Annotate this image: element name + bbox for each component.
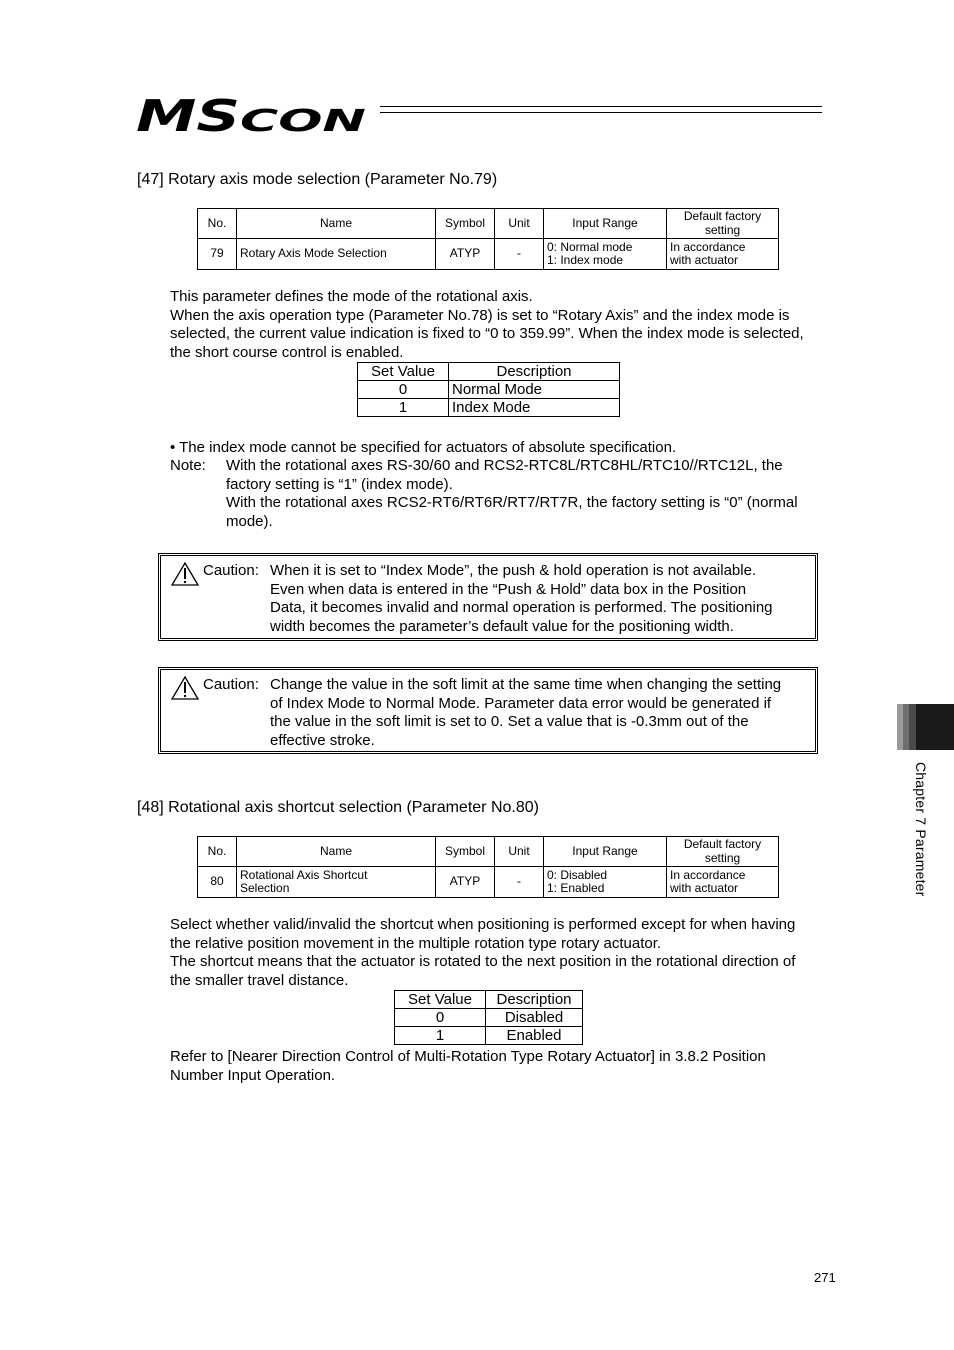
name-line-1: Rotational Axis Shortcut (240, 867, 368, 882)
default-line-2: with actuator (670, 881, 739, 895)
caution-label: Caution: (203, 676, 259, 693)
refer-line: Number Input Operation. (170, 1066, 336, 1084)
note-line: mode). (226, 512, 273, 530)
parameter-table-79 (197, 208, 779, 270)
para-line: Select whether valid/invalid the shortcut when positioning is performed except for when having (170, 916, 796, 933)
default-line-2: with actuator (670, 253, 739, 267)
range-line-1: 0: Disabled (547, 867, 608, 882)
warning-icon (171, 676, 199, 705)
para-line: When the axis operation type (Parameter No.78) is set to “Rotary Axis” and the index mode is (170, 306, 790, 324)
cell-input-range (544, 239, 667, 270)
col-no: No. (198, 209, 237, 239)
chapter-label: Chapter 7 Parameter (913, 762, 929, 897)
refer-line: Refer to [Nearer Direction Control of Multi-Rotation Type Rotary Actuator] in 3.8.2 Position (170, 1048, 766, 1065)
default-line-1: In accordance (670, 239, 746, 254)
note-line: With the rotational axes RS-30/60 and RCS2-RTC8L/RTC8HL/RTC10//RTC12L, the (226, 457, 783, 474)
svg-text:CON: CON (240, 104, 366, 136)
col-symbol: Symbol (436, 209, 495, 239)
cell-input-range (544, 867, 667, 898)
caution-line: Even when data is entered in the “Push & Hold” data box in the Position (270, 580, 747, 598)
note-text (226, 457, 851, 531)
svg-text:MS: MS (136, 94, 240, 136)
default-line-1: In accordance (670, 867, 746, 882)
caution-label: Caution: (203, 562, 259, 579)
set-value-table-80 (394, 990, 583, 1045)
set-value-cell: 0 (358, 381, 449, 399)
mscon-logo (136, 94, 368, 136)
parameter-table-80 (197, 836, 779, 898)
set-value-table-79 (357, 362, 620, 417)
col-default: Default factory setting (667, 837, 779, 867)
refer-text (170, 1048, 850, 1085)
col-default: Default factory setting (667, 209, 779, 239)
section-47-heading: [47] Rotary axis mode selection (Parameter No.79) (137, 171, 498, 188)
page-number: 271 (814, 1270, 836, 1285)
section-47-description (170, 288, 850, 362)
description-cell: Normal Mode (449, 381, 620, 399)
note-label: Note: (170, 457, 206, 474)
header-rule-bottom (380, 112, 822, 113)
section-48-description (170, 916, 850, 990)
range-line-2: 1: Enabled (547, 881, 605, 895)
description-header: Description (449, 363, 620, 381)
col-symbol: Symbol (436, 837, 495, 867)
col-no: No. (198, 837, 237, 867)
col-input-range: Input Range (544, 209, 667, 239)
header-rule-top (380, 106, 822, 107)
range-line-1: 0: Normal mode (547, 239, 633, 254)
col-unit: Unit (495, 837, 544, 867)
cell-symbol: ATYP (436, 239, 495, 270)
description-header: Description (486, 991, 583, 1009)
caution-text (270, 562, 815, 636)
cell-no: 79 (198, 239, 237, 270)
caution-box-index-mode (158, 553, 818, 641)
caution-text (270, 676, 815, 750)
para-line: the relative position movement in the multiple rotation type rotary actuator. (170, 934, 662, 952)
col-name: Name (237, 837, 436, 867)
description-cell: Disabled (486, 1009, 583, 1027)
cell-name (237, 867, 436, 898)
note-line: With the rotational axes RCS2-RT6/RT6R/RT7/RT7R, the factory setting is “0” (normal (226, 494, 798, 512)
set-value-cell: 1 (395, 1027, 486, 1045)
cell-default (667, 239, 779, 270)
note-line: factory setting is “1” (index mode). (226, 475, 453, 493)
section-48-heading: [48] Rotational axis shortcut selection (Parameter No.80) (137, 799, 539, 816)
description-cell: Enabled (486, 1027, 583, 1045)
name-line-2: Selection (240, 881, 290, 895)
caution-line: width becomes the parameter’s default value for the positioning width. (270, 617, 734, 635)
caution-line: the value in the soft limit is set to 0. Set a value that is -0.3mm out of the (270, 713, 749, 731)
cell-no: 80 (198, 867, 237, 898)
chapter-tab-marker (897, 704, 954, 750)
bullet-absolute-spec: • The index mode cannot be specified for actuators of absolute specification. (170, 439, 677, 456)
caution-line: When it is set to “Index Mode”, the push & hold operation is not available. (270, 562, 757, 579)
cell-default (667, 867, 779, 898)
set-value-cell: 1 (358, 399, 449, 417)
range-line-2: 1: Index mode (547, 253, 624, 267)
para-line: This parameter defines the mode of the rotational axis. (170, 288, 533, 305)
para-line: the smaller travel distance. (170, 971, 349, 989)
set-value-cell: 0 (395, 1009, 486, 1027)
para-line: the short course control is enabled. (170, 343, 404, 361)
cell-symbol: ATYP (436, 867, 495, 898)
col-name: Name (237, 209, 436, 239)
para-line: The shortcut means that the actuator is rotated to the next position in the rotational direction of (170, 953, 796, 971)
col-input-range: Input Range (544, 837, 667, 867)
warning-icon (171, 562, 199, 591)
caution-line: effective stroke. (270, 731, 375, 749)
set-value-header: Set Value (395, 991, 486, 1009)
caution-line: Data, it becomes invalid and normal operation is performed. The positioning (270, 599, 773, 617)
caution-line: Change the value in the soft limit at the same time when changing the setting (270, 676, 782, 693)
cell-name: Rotary Axis Mode Selection (237, 239, 436, 270)
caution-line: of Index Mode to Normal Mode. Parameter data error would be generated if (270, 694, 772, 712)
col-unit: Unit (495, 209, 544, 239)
caution-box-soft-limit (158, 667, 818, 754)
cell-unit: - (495, 239, 544, 270)
cell-unit: - (495, 867, 544, 898)
para-line: selected, the current value indication is fixed to “0 to 359.99”. When the index mode is selected, (170, 325, 804, 343)
set-value-header: Set Value (358, 363, 449, 381)
description-cell: Index Mode (449, 399, 620, 417)
